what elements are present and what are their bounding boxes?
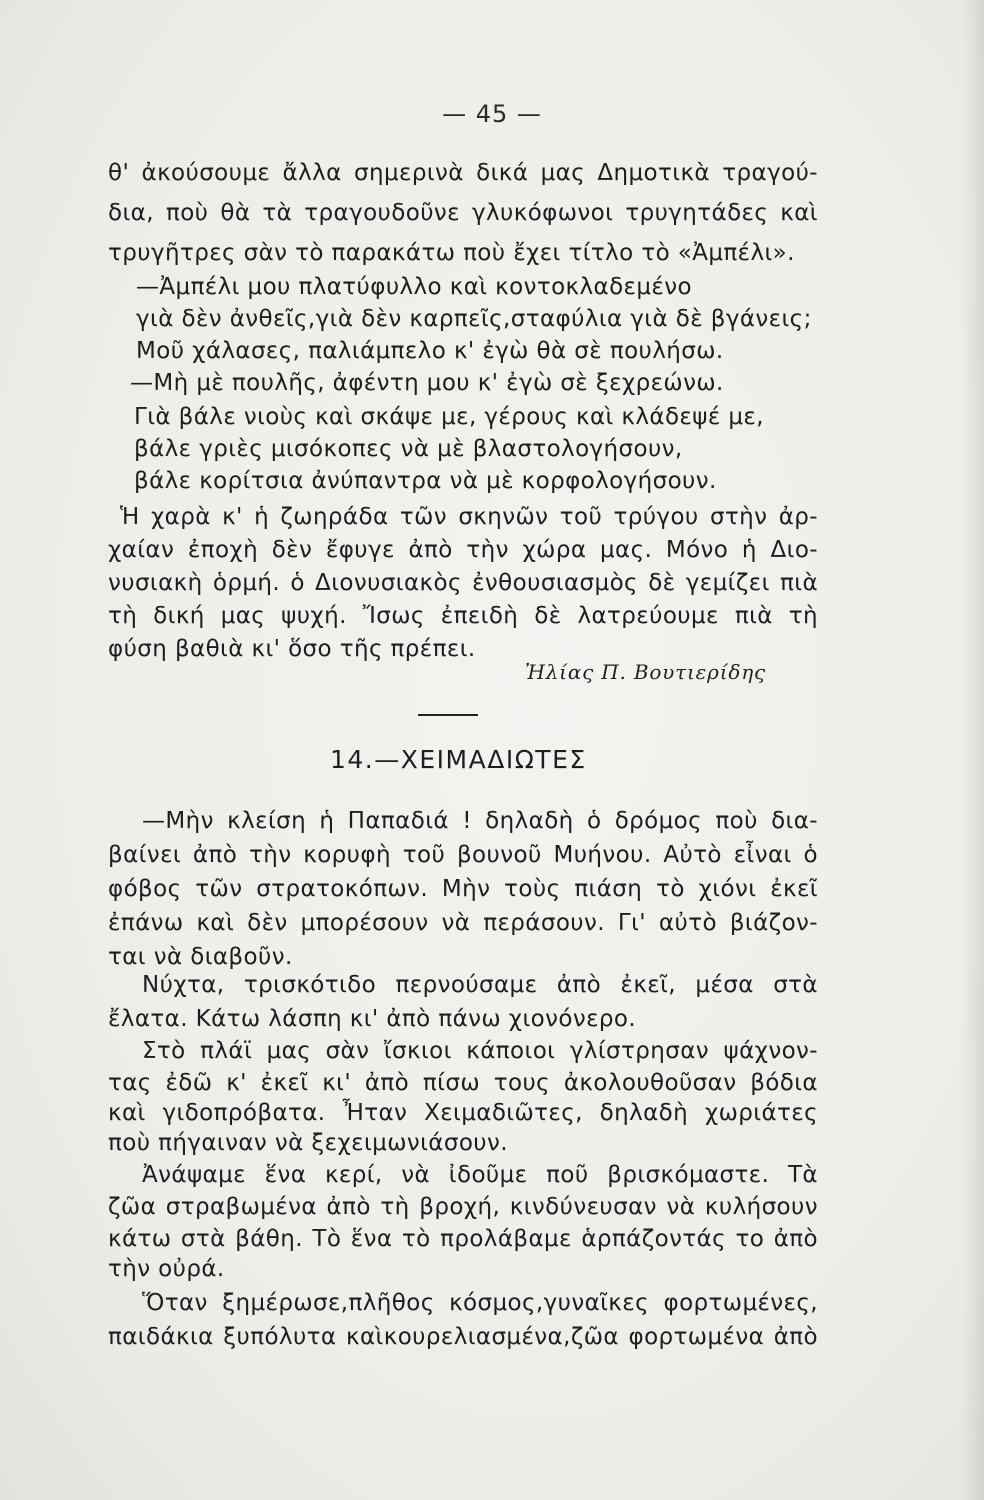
section-divider (418, 714, 478, 716)
section-title: 14.—ΧΕΙΜΑΔΙΩΤΕΣ (330, 745, 587, 774)
song-line: βάλε κορίτσια ἀνύπαντρα νὰ μὲ κορφολογήσουν. (134, 468, 717, 494)
section-line: κάτω στὰ βάθη. Τὸ ἕνα τὸ προλάβαμε ἁρπάζοντάς το ἀπὸ (108, 1226, 818, 1252)
author-signature: Ἠλίας Π. Βουτιερίδης (524, 660, 766, 684)
closing-line: φύση βαθιὰ κι' ὅσο τῆς πρέπει. (108, 636, 476, 662)
section-line: ποὺ πήγαιναν νὰ ξεχειμωνιάσουν. (108, 1130, 508, 1156)
song-line: —Ἀμπέλι μου πλατύφυλλο καὶ κοντοκλαδεμένο (136, 274, 692, 300)
section-line: Νύχτα, τρισκότιδο περνούσαμε ἀπὸ ἐκεῖ, μέσα στὰ (142, 972, 818, 998)
closing-line: νυσιακὴ ὁρμή. ὁ Διονυσιακὸς ἐνθουσιασμὸς δὲ γεμίζει πιὰ (108, 570, 818, 596)
section-line: φόβος τῶν στρατοκόπων. Μὴν τοὺς πιάση τὸ χιόνι ἐκεῖ (108, 876, 818, 902)
intro-line: τρυγῆτρες σὰν τὸ παρακάτω ποὺ ἔχει τίτλο τὸ «Ἀμπέλι». (108, 240, 795, 266)
intro-line: θ' ἀκούσουμε ἄλλα σημερινὰ δικά μας Δημοτικὰ τραγού- (108, 160, 818, 186)
section-line: καὶ γιδοπρόβατα. Ἦταν Χειμαδιῶτες, δηλαδὴ χωριάτες (108, 1100, 818, 1126)
section-line: ἐπάνω καὶ δὲν μπορέσουν νὰ περάσουν. Γι' αὐτὸ βιάζον- (108, 910, 818, 936)
page-edge-shadow (962, 0, 984, 1500)
song-line: βάλε γριὲς μισόκοπες νὰ μὲ βλαστολογήσουν, (134, 436, 683, 462)
section-line: Ἀνάψαμε ἕνα κερί, νὰ ἰδοῦμε ποῦ βρισκόμαστε. Τὰ (142, 1162, 818, 1188)
closing-line: χαίαν ἐποχὴ δὲν ἔφυγε ἀπὸ τὴν χώρα μας. Μόνο ἡ Διο- (108, 537, 818, 563)
song-line: —Μὴ μὲ πουλῆς, ἀφέντη μου κ' ἐγὼ σὲ ξεχρεώνω. (130, 370, 724, 396)
section-line: τας ἐδῶ κ' ἐκεῖ κι' ἀπὸ πίσω τους ἀκολουθοῦσαν βόδια (108, 1070, 818, 1096)
page-number: — 45 — (442, 100, 542, 128)
section-line: βαίνει ἀπὸ τὴν κορυφὴ τοῦ βουνοῦ Μυήνου. Αὐτὸ εἶναι ὁ (108, 842, 818, 868)
section-line: ἔλατα. Κάτω λάσπη κι' ἀπὸ πάνω χιονόνερο. (108, 1006, 637, 1032)
section-line: Στὸ πλάϊ μας σὰν ἴσκιοι κάποιοι γλίστρησαν ψάχνον- (142, 1038, 818, 1064)
intro-line: δια, ποὺ θὰ τὰ τραγουδοῦνε γλυκόφωνοι τρυγητάδες καὶ (108, 200, 818, 226)
song-line: Μοῦ χάλασες, παλιάμπελο κ' ἐγὼ θὰ σὲ πουλήσω. (136, 338, 724, 364)
closing-line: Ἡ χαρὰ κ' ἡ ζωηράδα τῶν σκηνῶν τοῦ τρύγου στὴν ἀρ- (120, 504, 818, 530)
section-line: ζῶα στραβωμένα ἀπὸ τὴ βροχή, κινδύνευσαν νὰ κυλήσουν (108, 1194, 818, 1220)
section-line: τὴν οὐρά. (108, 1256, 225, 1282)
section-line: Ὅταν ξημέρωσε,πλῆθος κόσμος,γυναῖκες φορτωμένες, (142, 1290, 818, 1316)
song-line: Γιὰ βάλε νιοὺς καὶ σκάψε με, γέρους καὶ κλάδεψέ με, (134, 404, 764, 430)
section-line: ται νὰ διαβοῦν. (108, 944, 293, 970)
song-line: γιὰ δὲν ἀνθεῖς,γιὰ δὲν καρπεῖς,σταφύλια γιὰ δὲ βγάνεις; (136, 306, 812, 332)
closing-line: τὴ δική μας ψυχή. Ἴσως ἐπειδὴ δὲ λατρεύουμε πιὰ τὴ (108, 603, 818, 629)
section-line: —Μὴν κλείση ἡ Παπαδιά ! δηλαδὴ ὁ δρόμος ποὺ δια- (142, 808, 818, 834)
section-line: παιδάκια ξυπόλυτα καὶκουρελιασμένα,ζῶα φορτωμένα ἀπὸ (108, 1324, 818, 1350)
